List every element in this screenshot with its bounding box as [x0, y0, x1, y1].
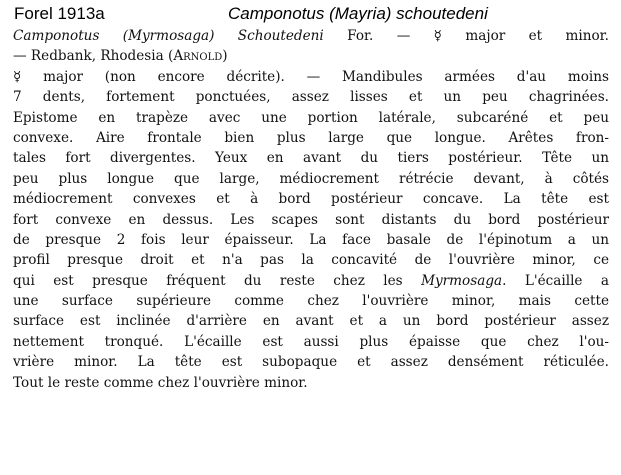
- text-line: médiocrement convexes et à bord postérieur concave. La tête est: [13, 191, 609, 208]
- text-line: une surface supérieure comme chez l'ouvrière minor, mais cette: [13, 293, 609, 310]
- text-line: qui est presque fréquent du reste chez les Myrmosaga. L'écaille a: [13, 272, 609, 289]
- text-line: ☿ major (non encore décrite). — Mandibules armées d'au moins: [13, 68, 609, 85]
- text-line: Camponotus (Myrmosaga) Schoutedeni For. — ☿ major et minor.: [13, 28, 609, 44]
- text-line: surface est inclinée d'arrière en avant et a un bord postérieur assez: [13, 313, 609, 330]
- text-line: vrière minor. La tête est subopaque et assez densément réticulée.: [13, 354, 609, 371]
- text-line: nettement tronqué. L'écaille est aussi plus épaisse que chez l'ou-: [13, 333, 609, 350]
- page-header: [14, 4, 611, 26]
- text-line: peu plus longue que large, médiocrement rétrécie devant, à côtés: [13, 170, 609, 187]
- description-text: [13, 26, 609, 393]
- text-line: — Redbank, Rhodesia (Arnold): [13, 48, 228, 65]
- citation-label: Forel 1913a: [14, 4, 105, 23]
- text-line: Tout le reste comme chez l'ouvrière minor.: [13, 374, 308, 391]
- species-title: Camponotus (Mayria) schoutedeni: [228, 4, 488, 23]
- taxon-name: Camponotus (Myrmosaga) Schoutedeni: [13, 28, 324, 44]
- text-line: profil presque droit et n'a pas la concavité de l'ouvrière minor, ce: [13, 252, 609, 269]
- text-line: convexe. Aire frontale bien plus large que longue. Arêtes fron-: [13, 129, 609, 146]
- text-line: tales fort divergentes. Yeux en avant du tiers postérieur. Tête un: [13, 150, 609, 167]
- text-line: fort convexe en dessus. Les scapes sont distants du bord postérieur: [13, 211, 609, 228]
- text-line: Epistome en trapèze avec une portion latérale, subcaréné et peu: [13, 109, 609, 126]
- text-line: 7 dents, fortement ponctuées, assez lisses et un peu chagrinées.: [13, 89, 609, 106]
- genus-name: Myrmosaga: [421, 272, 503, 289]
- text-line: de presque 2 fois leur épaisseur. La face basale de l'épinotum a un: [13, 231, 609, 248]
- collector-name: Arnold: [173, 48, 223, 65]
